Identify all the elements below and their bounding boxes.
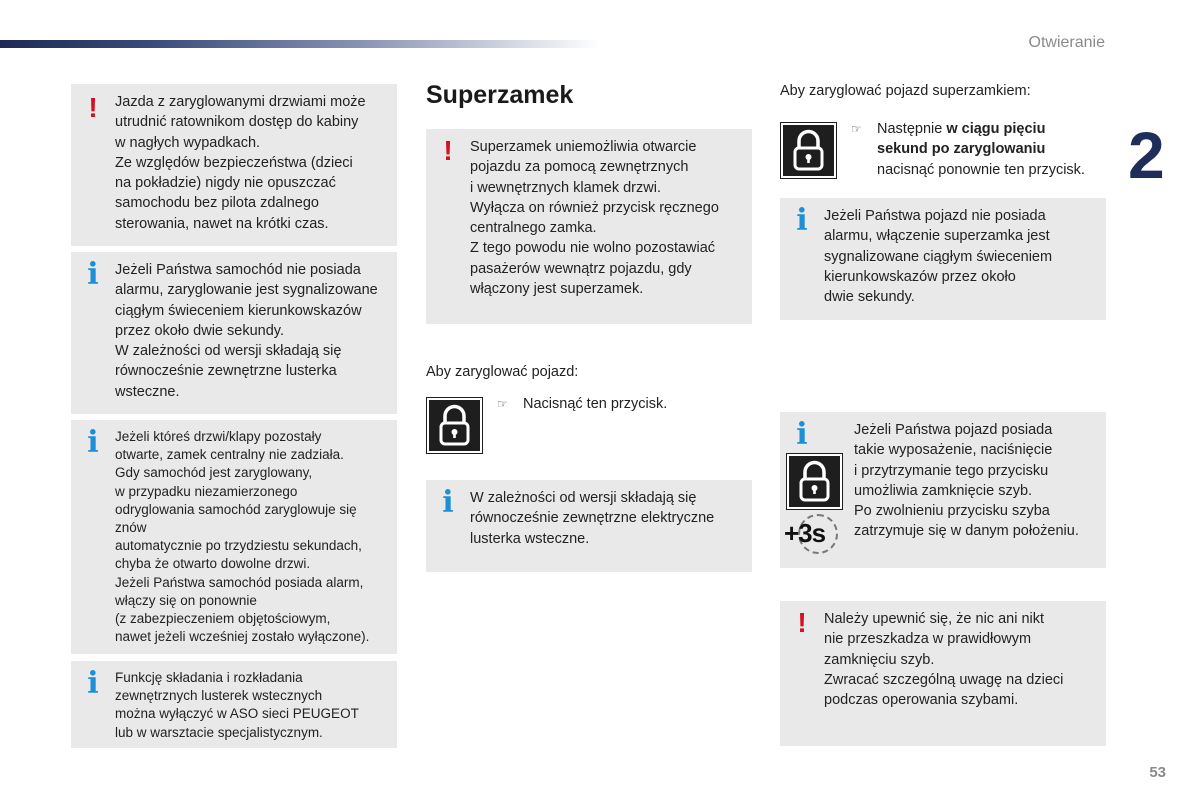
- hold-timer-icon: [784, 514, 844, 558]
- text-line: zamknięciu szyb.: [824, 651, 935, 668]
- info-box-alarm: [71, 252, 397, 414]
- text-line: sygnalizowane ciągłym świeceniem: [824, 248, 1053, 265]
- text-line: Jeżeli Państwa pojazd posiada: [854, 422, 1053, 438]
- text-line: Jazda z zaryglowanymi drzwiami może: [115, 94, 366, 110]
- text-line: sterowania, nawet na krótki czas.: [115, 215, 329, 232]
- lock-button-icon: [426, 397, 483, 454]
- text-line: dwie sekundy.: [824, 289, 915, 306]
- text-line: utrudnić ratownikom dostęp do kabiny: [115, 114, 359, 131]
- text-line: na pokładzie) nigdy nie opuszczać: [115, 175, 336, 192]
- text-line: chyba że otwarto dowolne drzwi.: [115, 556, 311, 572]
- info-icon: i: [796, 203, 808, 238]
- text-line: Po zwolnieniu przycisku szyba: [854, 503, 1050, 520]
- text-line: w nagłych wypadkach.: [115, 134, 261, 151]
- text-line: odryglowania samochód zaryglowuje się znów: [115, 501, 357, 536]
- warning-box-locked-doors: [71, 84, 397, 246]
- text-line: alarmu, zaryglowanie jest sygnalizowane: [115, 282, 378, 299]
- text-line: W zależności od wersji składają się: [115, 343, 342, 360]
- header-gradient-bar: [0, 40, 600, 48]
- text-line: w przypadku niezamierzonego: [115, 483, 298, 499]
- text-line: Gdy samochód jest zaryglowany,: [115, 465, 313, 481]
- pointing-hand-icon: ☞: [497, 397, 508, 411]
- text-line: włączy się on ponownie: [115, 592, 257, 608]
- info-box-doors-open: [71, 420, 397, 654]
- chapter-number: 2: [1128, 118, 1165, 192]
- pointing-hand-icon: ☞: [851, 122, 862, 136]
- text-line: automatycznie po trzydziestu sekundach,: [115, 538, 362, 554]
- warning-box-superlock: [426, 129, 752, 324]
- text-line: pasażerów wewnątrz pojazdu, gdy: [470, 260, 692, 277]
- text-line: samochodu bez pilota zdalnego: [115, 195, 319, 212]
- text-line: Jeżeli któreś drzwi/klapy pozostały: [115, 429, 322, 444]
- text-line: zewnętrznych lusterek wstecznych: [115, 688, 323, 704]
- text-line: Jeżeli Państwa samochód posiada alarm,: [115, 574, 364, 590]
- superlock-step: ☞ Następnie w ciągu pięciu sekund po zaryglowaniu nacisnąć ponownie ten przycisk.: [851, 121, 1085, 178]
- lock-button-icon: [786, 453, 843, 510]
- text-line: pojazdu za pomocą zewnętrznych: [470, 159, 689, 176]
- info-icon: i: [442, 485, 454, 520]
- warning-icon: !: [797, 607, 807, 638]
- text-line: lub w warsztacie specjalistycznym.: [115, 724, 323, 740]
- text-line: takie wyposażenie, naciśnięcie: [854, 442, 1053, 459]
- warning-icon: !: [88, 92, 98, 123]
- text-line: Zwracać szczególną uwagę na dzieci: [824, 671, 1064, 688]
- text-line: lusterka wsteczne.: [470, 530, 590, 547]
- info-box-electric-mirrors: [426, 480, 752, 572]
- text-line: Jeżeli Państwa pojazd nie posiada: [824, 208, 1046, 224]
- section-heading: Superzamek: [426, 81, 574, 109]
- text-line: i wewnętrznych klamek drzwi.: [470, 179, 661, 196]
- text-line: przez około dwie sekundy.: [115, 322, 284, 339]
- text-line: alarmu, włączenie superzamka jest: [824, 228, 1050, 245]
- text-line: nawet jeżeli wcześniej zostało wyłączone).: [115, 629, 370, 645]
- text-line: równocześnie zewnętrzne elektryczne: [470, 510, 715, 527]
- text-line: umożliwia zamknięcie szyb.: [854, 482, 1033, 499]
- text-line: wsteczne.: [115, 383, 180, 400]
- info-box-mirror-folding: [71, 661, 397, 748]
- lock-intro-text: Aby zaryglować pojazd:: [426, 364, 579, 380]
- text-line: Należy upewnić się, że nic ani nikt: [824, 611, 1045, 627]
- text-line: podczas operowania szybami.: [824, 692, 1019, 709]
- info-icon: i: [87, 257, 99, 292]
- info-box-superlock-indication: [780, 198, 1106, 320]
- page-number: 53: [1149, 764, 1166, 781]
- text-line: centralnego zamka.: [470, 220, 597, 237]
- info-icon: i: [87, 666, 99, 701]
- text-line: ciągłym świeceniem kierunkowskazów: [115, 302, 362, 319]
- text-line: kierunkowskazów przez około: [824, 268, 1016, 285]
- lock-step: ☞ Nacisnąć ten przycisk.: [523, 394, 667, 414]
- text-line: Superzamek uniemożliwia otwarcie: [470, 139, 697, 155]
- text-line: otwarte, zamek centralny nie zadziała.: [115, 447, 344, 463]
- info-icon: i: [796, 417, 808, 452]
- text-line: nie przeszkadza w prawidłowym: [824, 631, 1032, 648]
- text-line: W zależności od wersji składają się: [470, 490, 697, 506]
- text-line: zatrzymuje się w danym położeniu.: [854, 523, 1079, 540]
- superlock-intro-text: Aby zaryglować pojazd superzamkiem:: [780, 83, 1031, 99]
- text-line: Funkcję składania i rozkładania: [115, 670, 303, 685]
- info-icon: i: [87, 425, 99, 460]
- warning-box-window-safety: [780, 601, 1106, 746]
- text-line: Jeżeli Państwa samochód nie posiada: [115, 262, 361, 278]
- text-line: Wyłącza on również przycisk ręcznego: [470, 199, 719, 216]
- text-line: równocześnie zewnętrzne lusterka: [115, 363, 337, 380]
- text-line: Z tego powodu nie wolno pozostawiać: [470, 240, 716, 257]
- text-line: można wyłączyć w ASO sieci PEUGEOT: [115, 706, 359, 722]
- text-line: włączony jest superzamek.: [470, 281, 644, 298]
- text-line: i przytrzymanie tego przycisku: [854, 462, 1049, 479]
- text-line: Ze względów bezpieczeństwa (dzieci: [115, 154, 353, 171]
- section-title: Otwieranie: [1028, 34, 1105, 51]
- lock-button-icon: [780, 122, 837, 179]
- warning-icon: !: [443, 135, 453, 166]
- timer-label: +3s: [784, 518, 826, 548]
- text-line: (z zabezpieczeniem objętościowym,: [115, 611, 331, 627]
